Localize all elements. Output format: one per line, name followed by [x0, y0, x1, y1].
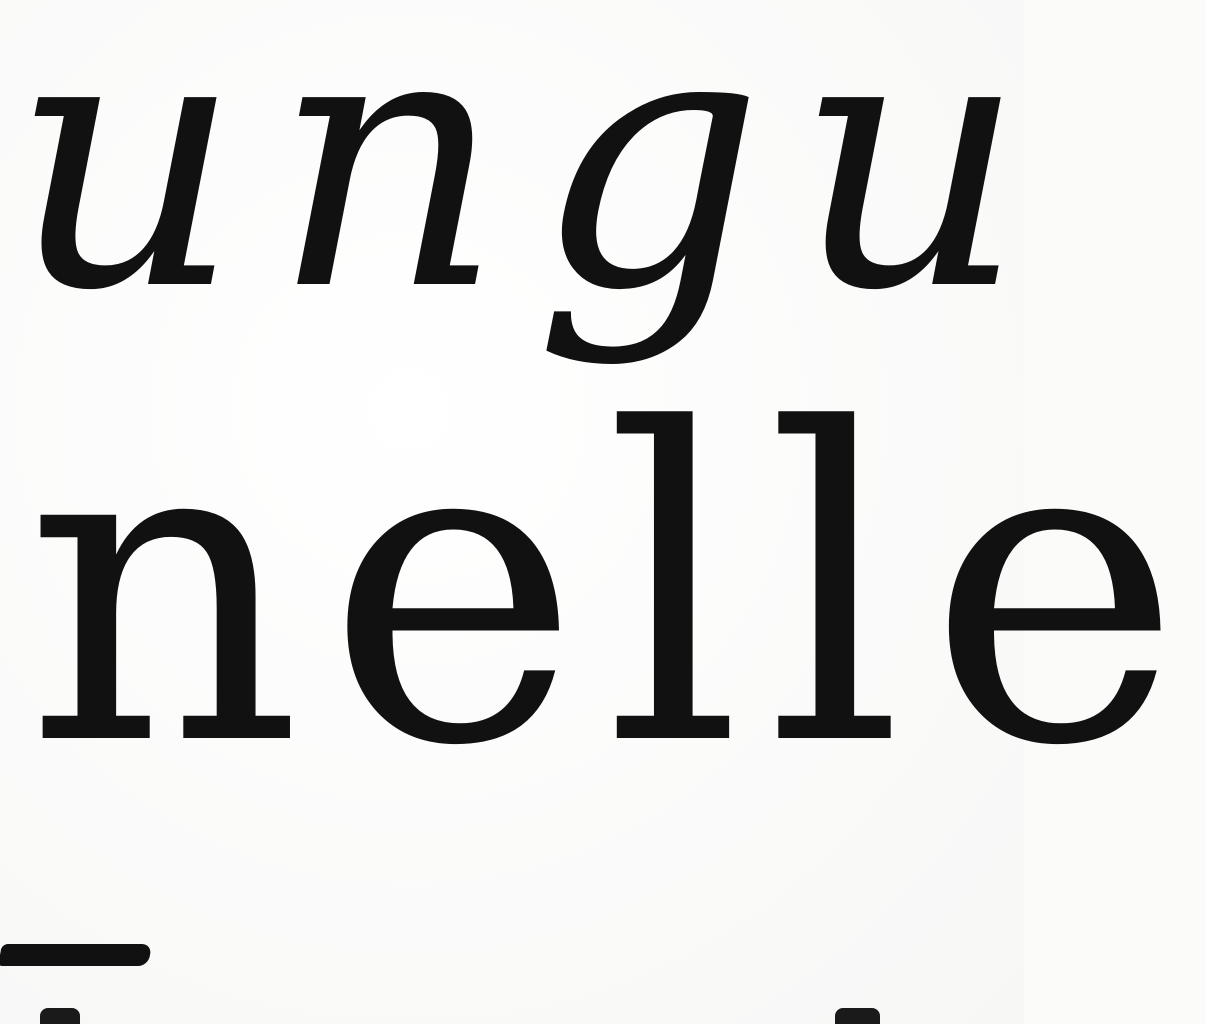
roman-word-line: nelle	[25, 340, 1206, 840]
italic-word-line: ungu	[10, 0, 1057, 369]
dash-mark	[0, 944, 152, 966]
glyph-fragment-right	[835, 1008, 880, 1024]
glyph-fragment-left	[40, 1008, 80, 1024]
